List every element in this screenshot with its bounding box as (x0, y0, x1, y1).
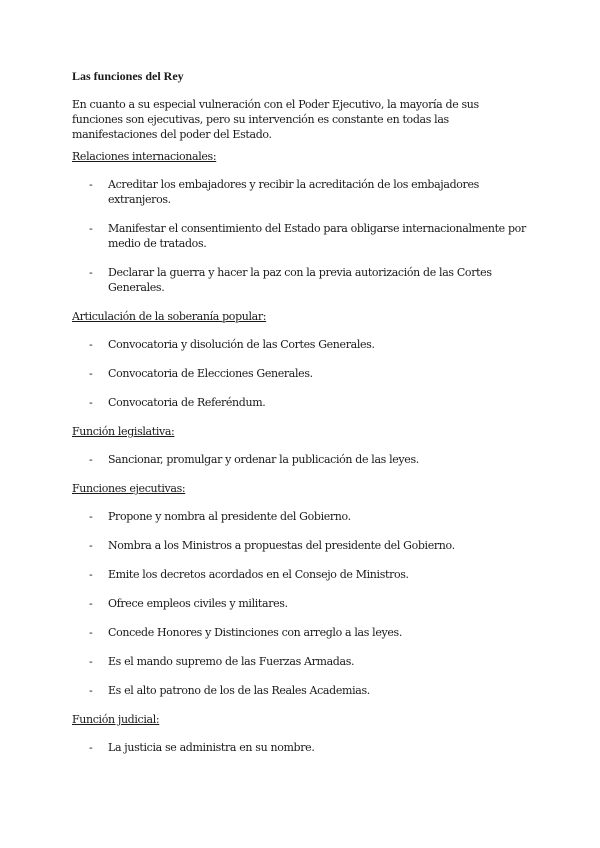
list-item-text: Manifestar el consentimiento del Estado para obligarse internacionalmente por medio de tratados. (108, 222, 526, 250)
list-item (72, 538, 532, 553)
list-item (72, 654, 532, 669)
dash-bullet: - (89, 655, 93, 668)
section-funcion-judicial (72, 712, 532, 755)
list-item-text: Sancionar, promulgar y ordenar la publicación de las leyes. (108, 453, 419, 466)
list-item (72, 625, 532, 640)
dash-bullet: - (89, 178, 93, 191)
section-funcion-legislativa (72, 424, 532, 467)
list-item-text: Es el alto patrono de los de las Reales Academias. (108, 684, 370, 697)
list-item (72, 509, 532, 524)
section-heading: Relaciones internacionales: (72, 150, 217, 163)
list-item-text: Convocatoria de Elecciones Generales. (108, 367, 313, 380)
dash-bullet: - (89, 453, 93, 466)
list-item-text: Propone y nombra al presidente del Gobierno. (108, 510, 351, 523)
list-item-text: Convocatoria y disolución de las Cortes Generales. (108, 338, 375, 351)
list-item (72, 337, 532, 352)
list-item (72, 395, 532, 410)
list-item (72, 683, 532, 698)
section-funciones-ejecutivas (72, 481, 532, 698)
dash-bullet: - (89, 510, 93, 523)
document-page (72, 68, 532, 755)
item-list (72, 509, 532, 698)
list-item (72, 740, 532, 755)
section-heading: Funciones ejecutivas: (72, 482, 186, 495)
list-item (72, 567, 532, 582)
section-soberania-popular (72, 309, 532, 410)
dash-bullet: - (89, 597, 93, 610)
item-list (72, 337, 532, 410)
section-heading: Función legislativa: (72, 425, 175, 438)
dash-bullet: - (89, 367, 93, 380)
list-item-text: Declarar la guerra y hacer la paz con la previa autorización de las Cortes Generales. (108, 266, 492, 294)
dash-bullet: - (89, 266, 93, 279)
dash-bullet: - (89, 338, 93, 351)
list-item (72, 366, 532, 381)
dash-bullet: - (89, 396, 93, 409)
item-list (72, 452, 532, 467)
list-item-text: Nombra a los Ministros a propuestas del presidente del Gobierno. (108, 539, 455, 552)
dash-bullet: - (89, 741, 93, 754)
item-list (72, 177, 532, 295)
list-item-text: Concede Honores y Distinciones con arreglo a las leyes. (108, 626, 402, 639)
list-item-text: Acreditar los embajadores y recibir la acreditación de los embajadores extranjeros. (108, 178, 479, 206)
list-item (72, 221, 532, 251)
section-relaciones-internacionales (72, 149, 532, 295)
section-heading: Articulación de la soberanía popular: (72, 310, 267, 323)
list-item (72, 452, 532, 467)
list-item-text: Convocatoria de Referéndum. (108, 396, 266, 409)
list-item (72, 265, 532, 295)
list-item-text: Emite los decretos acordados en el Consejo de Ministros. (108, 568, 409, 581)
dash-bullet: - (89, 626, 93, 639)
item-list (72, 740, 532, 755)
list-item-text: Ofrece empleos civiles y militares. (108, 597, 288, 610)
document-title: Las funciones del Rey (72, 69, 184, 83)
dash-bullet: - (89, 684, 93, 697)
list-item (72, 596, 532, 611)
list-item (72, 177, 532, 207)
dash-bullet: - (89, 222, 93, 235)
section-heading: Función judicial: (72, 713, 160, 726)
dash-bullet: - (89, 539, 93, 552)
list-item-text: Es el mando supremo de las Fuerzas Armadas. (108, 655, 355, 668)
list-item-text: La justicia se administra en su nombre. (108, 741, 315, 754)
intro-paragraph: En cuanto a su especial vulneración con el Poder Ejecutivo, la mayoría de sus funciones son ejecutivas, pero su intervención es constante en todas las manifestaciones del poder del Estado. (72, 98, 479, 141)
dash-bullet: - (89, 568, 93, 581)
